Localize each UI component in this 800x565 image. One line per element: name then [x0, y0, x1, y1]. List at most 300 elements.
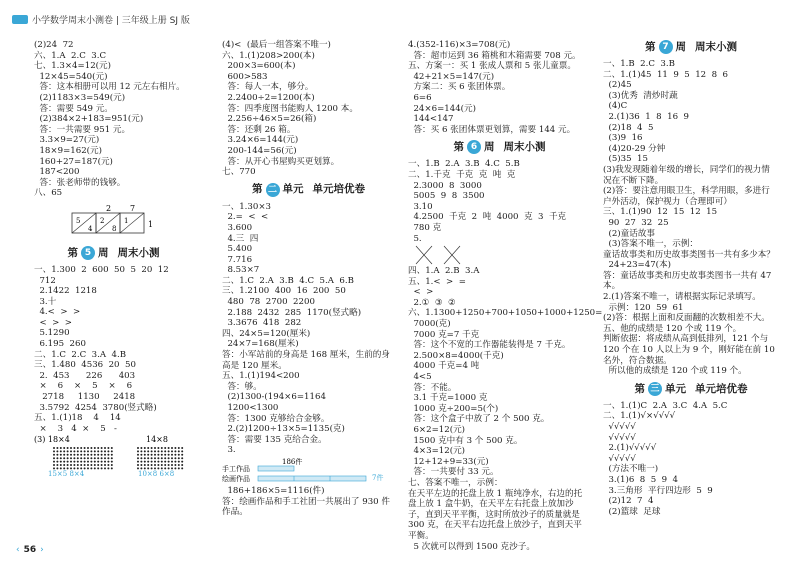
dot [178, 447, 180, 449]
section-heading-week6 [408, 138, 590, 156]
dot [53, 464, 55, 466]
dot [174, 451, 176, 453]
dot [111, 464, 113, 466]
heading-title: 周末小测 [695, 40, 737, 53]
segment-bar [258, 466, 294, 471]
dot [101, 464, 103, 466]
answer-line: 答：这个盒子中放了 2 个 500 克。 [408, 414, 550, 425]
section-heading-week7 [603, 38, 778, 56]
answer-line: 答：超市运到 36 箱桃和木箱需要 708 元。 [408, 50, 581, 61]
heading-suffix: 周 [675, 40, 686, 53]
answer-line: 186+186×5=1116(件) [222, 485, 325, 496]
heading-prefix: 第 [645, 40, 656, 53]
lattice-grid [54, 201, 174, 241]
answer-line: (4)C [603, 101, 628, 112]
answer-line: 答：够。 [222, 381, 262, 392]
dot [164, 464, 166, 466]
answer-line: 答：需要 135 克给合金。 [222, 434, 327, 445]
answer-line: 1000 克÷200=5(个) [408, 403, 499, 414]
dot [56, 458, 58, 460]
dot [87, 451, 89, 453]
answer-line: 二、1.(1)45 11 9 5 12 8 6 [603, 69, 729, 80]
prev-page-icon[interactable]: ‹ [16, 545, 20, 555]
dot [111, 461, 113, 463]
section-heading-unit2 [222, 181, 394, 199]
dot [161, 451, 163, 453]
dot [157, 458, 159, 460]
answer-line: 4.2500 千克 2 吨 4000 克 3 千克 [408, 212, 567, 223]
dot-array-label: (3) 18×4 [34, 435, 70, 445]
dot [87, 454, 89, 456]
answer-line: 8.53×7 [222, 265, 260, 276]
dot [174, 468, 176, 470]
dot [70, 454, 72, 456]
answer-line: 3.600 [222, 222, 253, 233]
answer-line: √√√√√ [603, 453, 636, 464]
dot [87, 447, 89, 449]
answer-line: 4×3=12(元) [408, 446, 466, 457]
dot [144, 447, 146, 449]
answer-line: 三、1.2100 400 16 200 50 [222, 286, 346, 297]
answer-line: 3.十 [34, 296, 57, 307]
dot [56, 464, 58, 466]
answer-line: 18×9=162(元) [34, 145, 102, 156]
answer-line: 3.10 [408, 201, 433, 212]
answer-line: 判断依据：将成绩从高到低排列，121 个与 120 个在 10 人以上为 9 个，刚好能在前 10 名外，符合数据。 [603, 334, 775, 366]
answer-line: 二、1.(1)√×√√√√ [603, 411, 676, 422]
dot [53, 447, 55, 449]
heading-prefix: 第 [634, 382, 645, 395]
answer-line: (2)篮球 足球 [603, 506, 661, 517]
answer-line: 90 27 32 25 [603, 217, 669, 228]
heading-number-badge: 5 [81, 246, 95, 260]
dot [56, 447, 58, 449]
dot [104, 451, 106, 453]
answer-line: 7000(克) [408, 319, 451, 330]
heading-suffix: 单元 [665, 382, 686, 395]
dot [181, 458, 183, 460]
dot [101, 468, 103, 470]
answer-line: 方案二：买 6 张团体票。 [408, 82, 511, 93]
dot [151, 447, 153, 449]
answer-line: 五、1.< > = [408, 276, 466, 287]
answer-line: 二、1.C 2.A 3.B 4.C 5.A 6.B [222, 275, 354, 286]
segment-label: 绘画作品 [222, 474, 250, 483]
answer-line: 2.500×8=4000(千克) [408, 350, 504, 361]
col4-block-1 [603, 59, 778, 377]
dot [84, 461, 86, 463]
lattice-multiplication-figure [54, 201, 192, 241]
answer-line: (3)我发现随着年级的增长，同学们的视力情况在不断下降。 [603, 164, 770, 186]
answer-line: 24×7=168(厘米) [222, 339, 299, 350]
answer-line: 3.5792 4254 3780(竖式略) [34, 402, 157, 413]
dot [181, 468, 183, 470]
dot [87, 464, 89, 466]
dot-array-right [137, 447, 183, 469]
next-page-icon[interactable]: › [40, 545, 44, 555]
answer-line: 答：每人一本，够分。 [222, 82, 314, 93]
answer-line: (2)12 7 4 [603, 496, 654, 507]
answer-line: 2.① ③ ② [408, 297, 456, 308]
dot [73, 451, 75, 453]
dot [73, 464, 75, 466]
dot [90, 458, 92, 460]
answer-line: (2)答：要注意用眼卫生，科学用眼，多进行户外活动，保护视力（合理即可） [603, 186, 770, 207]
answer-line: 答：这本相册可以用 12 元左右相片。 [34, 82, 185, 93]
answer-line: 2.(1)答案不唯一，请根据实际记录填写。 [603, 292, 761, 303]
dot [161, 454, 163, 456]
dot [77, 458, 79, 460]
dot [67, 447, 69, 449]
dot [137, 451, 139, 453]
answer-line: 24+23=47(本) [603, 260, 671, 271]
lattice-label: 7 [130, 203, 136, 213]
lattice-label: 5 [76, 216, 81, 225]
brand [12, 13, 190, 26]
answer-line: 5.400 [222, 244, 253, 255]
answer-line: 2.(1)√√√√√ [603, 443, 657, 454]
dot [171, 454, 173, 456]
dot [164, 447, 166, 449]
dot [67, 458, 69, 460]
answer-line: (2)24 72 [34, 40, 74, 50]
dot [80, 461, 82, 463]
answer-line: 780 克 [408, 222, 442, 233]
answer-line: 答：四季度图书能购人 1200 本。 [222, 103, 358, 114]
heading-prefix: 第 [453, 141, 464, 154]
dot [161, 464, 163, 466]
answer-line: 42+21×5=147(元) [408, 71, 495, 82]
answer-line: 六、1.(1)208>200(本) [222, 50, 315, 61]
dot [168, 464, 170, 466]
dot [151, 454, 153, 456]
dot [53, 461, 55, 463]
answer-line: 4.三 四 [222, 233, 259, 244]
dot [97, 468, 99, 470]
heading-number-badge: 三 [648, 382, 662, 396]
answer-line: 答：一共需要 951 元。 [34, 124, 131, 135]
dot [87, 461, 89, 463]
dot [171, 464, 173, 466]
col2-block-1 [222, 40, 394, 178]
answer-line: 六、1.1300+1250+700+1050+1000+1250= [408, 308, 603, 319]
dot [161, 458, 163, 460]
answer-line: 答：还剩 26 箱。 [222, 124, 296, 135]
dot [161, 461, 163, 463]
dot [77, 454, 79, 456]
dot [181, 451, 183, 453]
dot [154, 447, 156, 449]
dot [157, 461, 159, 463]
answer-line: 4<5 [408, 372, 432, 383]
col3-block-2 [408, 159, 603, 552]
brand-title: 小学数学周末小测卷 | 三年级上册 SJ 版 [32, 16, 190, 26]
dot [97, 464, 99, 466]
dot [151, 451, 153, 453]
heading-suffix: 周 [98, 246, 109, 259]
dot [154, 461, 156, 463]
answer-line: 160+27=187(元) [34, 156, 113, 167]
dot [178, 464, 180, 466]
col3-block-1 [408, 40, 590, 135]
dot [63, 451, 65, 453]
dot [101, 447, 103, 449]
dot [77, 464, 79, 466]
heading-number-badge: 二 [266, 183, 280, 197]
dot [70, 447, 72, 449]
answer-line: × 3 4 × 5 - [34, 423, 117, 434]
answer-line: 所以他的成绩是 120 个或 119 个。 [603, 366, 747, 377]
col1-block-2 [34, 265, 192, 382]
answer-line: 五、他的成绩是 120 个或 119 个。 [603, 323, 742, 334]
dot [104, 461, 106, 463]
heading-title: 周末小测 [503, 141, 546, 154]
answer-line: 5. [408, 233, 422, 244]
answer-line: √√√√√ [603, 432, 636, 443]
dot [174, 458, 176, 460]
dot [73, 461, 75, 463]
answer-line: 7.716 [222, 254, 253, 265]
answer-line: × 6 × 5 × 6 [34, 381, 133, 392]
answer-line: 答：需要 549 元。 [34, 103, 113, 114]
answer-line: 1200<1300 [222, 403, 279, 413]
dot [84, 451, 86, 453]
dot [70, 464, 72, 466]
answer-line: 3.3×9=27(元) [34, 135, 100, 146]
answer-line: < > [408, 287, 434, 298]
dot [168, 454, 170, 456]
dot [161, 447, 163, 449]
heading-prefix: 第 [67, 246, 78, 259]
dot [147, 454, 149, 456]
dot [80, 447, 82, 449]
segment-bar [258, 476, 366, 481]
dot [140, 458, 142, 460]
answer-line: 3.3676 418 282 [222, 318, 302, 329]
dot [67, 454, 69, 456]
answer-line: 答：买 6 张团体票更划算，需要 144 元。 [408, 124, 576, 135]
dot [144, 454, 146, 456]
dot [70, 461, 72, 463]
dot [97, 458, 99, 460]
answer-line: (3)9 16 [603, 133, 643, 144]
dot [174, 447, 176, 449]
dot [94, 464, 96, 466]
dot [137, 464, 139, 466]
dot [94, 451, 96, 453]
dot [147, 458, 149, 460]
answer-column-3 [408, 40, 603, 552]
answer-line: 5 次就可以得到 1500 克沙子。 [408, 541, 535, 552]
dot [174, 464, 176, 466]
lattice-label: 8 [112, 224, 117, 233]
dot [73, 447, 75, 449]
dot [140, 451, 142, 453]
heading-title: 单元培优卷 [695, 382, 748, 395]
dot [174, 454, 176, 456]
dot [94, 454, 96, 456]
answer-line: (4)20-29 分钟 [603, 143, 666, 154]
dot [181, 447, 183, 449]
lattice-label: 1 [148, 219, 154, 229]
answer-line: 三、1.480 4536 20 50 [34, 360, 136, 371]
answer-line: 四、1.A 2.B 3.A [408, 266, 480, 277]
dot [70, 458, 72, 460]
dot [87, 468, 89, 470]
answer-line: < > > [34, 317, 72, 328]
dot [80, 454, 82, 456]
dot [73, 454, 75, 456]
answer-line: 3.24×6=144(元) [222, 135, 299, 146]
lattice-label: 2 [100, 216, 105, 225]
answer-line: √√√√√ [603, 422, 636, 432]
answer-line: 3. [222, 445, 236, 456]
dot [140, 454, 142, 456]
section-heading-unit3 [603, 380, 778, 398]
answer-line: 5005 9 8 3500 [408, 191, 485, 202]
dot [137, 461, 139, 463]
dot [107, 451, 109, 453]
answer-line: 2.256÷46×5=26(箱) [222, 114, 317, 125]
dot [151, 461, 153, 463]
dot-array-caption: 10×8 6×8 [138, 470, 175, 479]
answer-line: (2)1183×3=549(元) [34, 92, 126, 103]
answer-line: 2.= < < [222, 212, 269, 223]
dot [60, 454, 62, 456]
dot [53, 458, 55, 460]
heading-prefix: 第 [252, 183, 263, 196]
dot [87, 458, 89, 460]
heading-number-badge: 7 [659, 40, 673, 54]
dot [70, 451, 72, 453]
answer-column-4 [603, 40, 778, 517]
section-heading-week5 [34, 244, 192, 262]
dot [111, 447, 113, 449]
col4-block-2 [603, 401, 778, 518]
answer-line: 6×2=12(元) [408, 425, 466, 435]
segment-svg [222, 458, 394, 484]
dot [171, 458, 173, 460]
dot [77, 447, 79, 449]
dot [97, 451, 99, 453]
dot-array-caption: 15×5 8×4 [48, 470, 85, 479]
dot [164, 461, 166, 463]
answer-line: 三、1.(1)90 12 15 12 15 [603, 207, 718, 218]
answer-line: (5)35 15 [603, 154, 648, 165]
dot [111, 451, 113, 453]
dot [84, 454, 86, 456]
dot [53, 451, 55, 453]
dot [101, 458, 103, 460]
dot [104, 458, 106, 460]
answer-line: (2)1300-(194×6=1164 [222, 392, 326, 403]
answer-line: (方法不唯一) [603, 464, 659, 475]
answer-line: 二、1.千克 千克 克 吨 克 [408, 169, 516, 180]
dot-array-label: 14×8 [146, 435, 168, 445]
dot [140, 464, 142, 466]
page-number: 56 [23, 545, 37, 555]
answer-line: 答：不能。 [408, 382, 457, 393]
dot [164, 451, 166, 453]
answer-line: 八、65 [34, 188, 63, 199]
answer-line: 2.2400÷2=1200(本) [222, 92, 315, 103]
answer-line: 2.1422 1218 [34, 286, 97, 297]
dot-array-svg [34, 434, 192, 478]
answer-line: 144<147 [408, 114, 454, 125]
dot [104, 468, 106, 470]
dot-array-figure [34, 434, 192, 478]
dot [164, 458, 166, 460]
answer-line: 2.(1)36 1 8 16 9 [603, 111, 689, 122]
dot [77, 451, 79, 453]
dot [60, 451, 62, 453]
answer-line: 一、1.(1)C 2.A 3.C 4.A 5.C [603, 400, 728, 411]
dot [80, 458, 82, 460]
dot [107, 454, 109, 456]
dot [147, 447, 149, 449]
dot [90, 454, 92, 456]
dot [107, 464, 109, 466]
dot [111, 458, 113, 460]
dot [94, 468, 96, 470]
top-bar [0, 0, 800, 30]
dot [178, 458, 180, 460]
answer-line: 2.(2)1200÷13×5=1135(克) [222, 424, 345, 435]
dot [144, 458, 146, 460]
dot [84, 458, 86, 460]
answer-line: 7000 克=7 千克 [408, 329, 480, 340]
dot [168, 447, 170, 449]
dot [137, 454, 139, 456]
page-footer [16, 545, 44, 555]
dot [157, 464, 159, 466]
dot [63, 458, 65, 460]
dot [144, 461, 146, 463]
dot [178, 468, 180, 470]
dot [90, 464, 92, 466]
answer-line: 答：小军站前的身高是 168 厘米，生前的身高是 120 厘米。 [222, 350, 390, 371]
answer-line: 6=6 [408, 92, 432, 103]
dot [94, 458, 96, 460]
dot [147, 464, 149, 466]
answer-line: 五、1.(1)194<200 [222, 371, 300, 382]
dot [111, 454, 113, 456]
dot [178, 451, 180, 453]
dot [151, 464, 153, 466]
dot [80, 464, 82, 466]
answer-line: 一、1.B 2.C 3.B [603, 59, 675, 69]
dot [53, 454, 55, 456]
answer-line: (2)18 4 5 [603, 122, 654, 133]
dot [97, 454, 99, 456]
dot [56, 461, 58, 463]
dot [157, 454, 159, 456]
dot [144, 451, 146, 453]
dot [63, 464, 65, 466]
dot [84, 464, 86, 466]
answer-line: 3.(1)6 8 5 9 4 [603, 474, 679, 485]
line-segment-diagram [222, 458, 394, 484]
dot [60, 464, 62, 466]
dot [63, 447, 65, 449]
dot [154, 454, 156, 456]
dot [140, 447, 142, 449]
answer-line: 4000 千克=4 吨 [408, 361, 480, 372]
matching-lines-figure [408, 244, 590, 266]
answer-line: 答：从开心书屋购买更划算。 [222, 156, 340, 167]
answer-line: (2)384×2+183=951(元) [34, 114, 144, 125]
dot [63, 461, 65, 463]
